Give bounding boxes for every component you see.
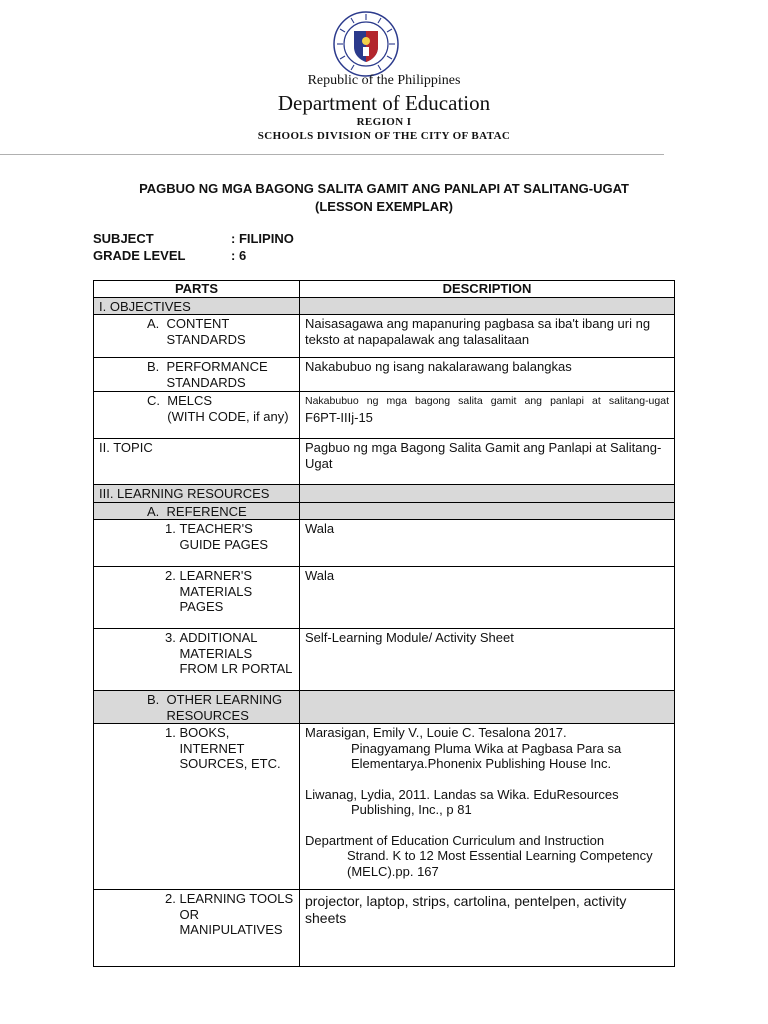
content-standards-row <box>94 315 675 358</box>
republic-heading: Republic of the Philippines <box>307 73 461 88</box>
objectives-row <box>94 297 675 315</box>
grade-line <box>93 248 246 263</box>
learners-materials-desc: Wala <box>300 567 675 629</box>
learning-resources-row <box>94 485 675 503</box>
content-standards-label: CONTENT STANDARDS <box>166 316 246 347</box>
topic-label: II. TOPIC <box>94 439 300 485</box>
learners-materials-row <box>94 567 675 629</box>
grade-label: GRADE LEVEL <box>93 248 186 263</box>
topic-row <box>94 439 675 485</box>
reference-entry <box>305 787 669 818</box>
teachers-guide-label: TEACHER'S GUIDE PAGES <box>179 521 269 552</box>
performance-num: B. <box>147 359 167 374</box>
melcs-code: F6PT-IIIj-15 <box>305 410 373 425</box>
performance-standards-label: PERFORMANCE STANDARDS <box>166 359 268 390</box>
books-num: 1. <box>165 725 180 740</box>
subject-value: : FILIPINO <box>231 231 294 246</box>
division-heading: SCHOOLS DIVISION OF THE CITY OF BATAC <box>257 130 511 142</box>
tools-num: 2. <box>165 891 180 906</box>
teachers-guide-row <box>94 520 675 567</box>
topic-desc: Pagbuo ng mga Bagong Salita Gamit ang Panlapi at Salitang-Ugat <box>300 439 675 485</box>
other-num: B. <box>147 692 167 707</box>
document-subtitle: (LESSON EXEMPLAR) <box>315 199 453 214</box>
objectives-label: I. OBJECTIVES <box>94 297 300 315</box>
additional-materials-row <box>94 629 675 691</box>
performance-standards-desc: Nakabubuo ng isang nakalarawang balangkas <box>300 358 675 392</box>
other-resources-row <box>94 691 675 724</box>
subject-line <box>93 231 294 246</box>
melcs-code-label: (WITH CODE, if any) <box>167 408 289 424</box>
other-resources-label: OTHER LEARNING RESOURCES <box>166 692 283 723</box>
ref1-title: Pinagyamang Pluma Wika at Pagbasa Para sa Elementarya.Phonenix Publishing House Inc. <box>351 740 622 771</box>
am-num: 3. <box>165 630 180 645</box>
header-divider <box>0 154 664 155</box>
learners-materials-label: LEARNER'S MATERIALS PAGES <box>179 568 253 614</box>
melcs-num: C. <box>147 393 168 408</box>
books-row <box>94 724 675 890</box>
melcs-label: MELCS <box>167 393 213 408</box>
grade-value: : 6 <box>231 248 247 263</box>
content-num: A. <box>147 316 167 331</box>
parts-header: PARTS <box>94 281 300 298</box>
reference-entry <box>305 725 669 772</box>
learning-resources-label: III. LEARNING RESOURCES <box>94 485 300 503</box>
reference-num: A. <box>147 503 167 519</box>
learning-tools-desc: projector, laptop, strips, cartolina, pentelpen, activity sheets <box>300 890 675 967</box>
reference-label: REFERENCE <box>166 503 247 519</box>
ref3-author: Department of Education Curriculum and Instruction <box>305 832 605 848</box>
additional-materials-desc: Self-Learning Module/ Activity Sheet <box>300 629 675 691</box>
content-standards-desc: Naisasagawa ang mapanuring pagbasa sa iba't ibang uri ng teksto at napapalawak ang talasalitaan <box>300 315 675 358</box>
region-heading: REGION I <box>356 116 412 128</box>
subject-label: SUBJECT <box>93 231 154 246</box>
lesson-table <box>93 280 675 967</box>
ref2-publisher: Publishing, Inc., p 81 <box>351 802 472 817</box>
learning-tools-label: LEARNING TOOLS OR MANIPULATIVES <box>179 891 294 937</box>
reference-row <box>94 502 675 520</box>
tg-num: 1. <box>165 521 180 536</box>
additional-materials-label: ADDITIONAL MATERIALS FROM LR PORTAL <box>179 630 293 676</box>
reference-entry <box>305 833 669 880</box>
description-header: DESCRIPTION <box>300 281 675 298</box>
books-label: BOOKS, INTERNET SOURCES, ETC. <box>179 725 281 771</box>
teachers-guide-desc: Wala <box>300 520 675 567</box>
document-title: PAGBUO NG MGA BAGONG SALITA GAMIT ANG PANLAPI AT SALITANG-UGAT <box>139 181 629 196</box>
table-header-row <box>94 281 675 298</box>
department-heading: Department of Education <box>277 91 491 115</box>
melcs-row <box>94 392 675 439</box>
learning-tools-row <box>94 890 675 967</box>
lm-num: 2. <box>165 568 180 583</box>
ref2-author: Liwanag, Lydia, 2011. Landas sa Wika. EduResources <box>305 786 619 802</box>
ref1-author: Marasigan, Emily V., Louie C. Tesalona 2017. <box>305 725 567 740</box>
deped-seal-icon <box>333 11 399 77</box>
melcs-desc: Nakabubuo ng mga bagong salita gamit ang panlapi at salitang-ugat <box>305 395 669 407</box>
ref3-title: Strand. K to 12 Most Essential Learning Competency (MELC).pp. 167 <box>347 848 653 879</box>
performance-standards-row <box>94 358 675 392</box>
